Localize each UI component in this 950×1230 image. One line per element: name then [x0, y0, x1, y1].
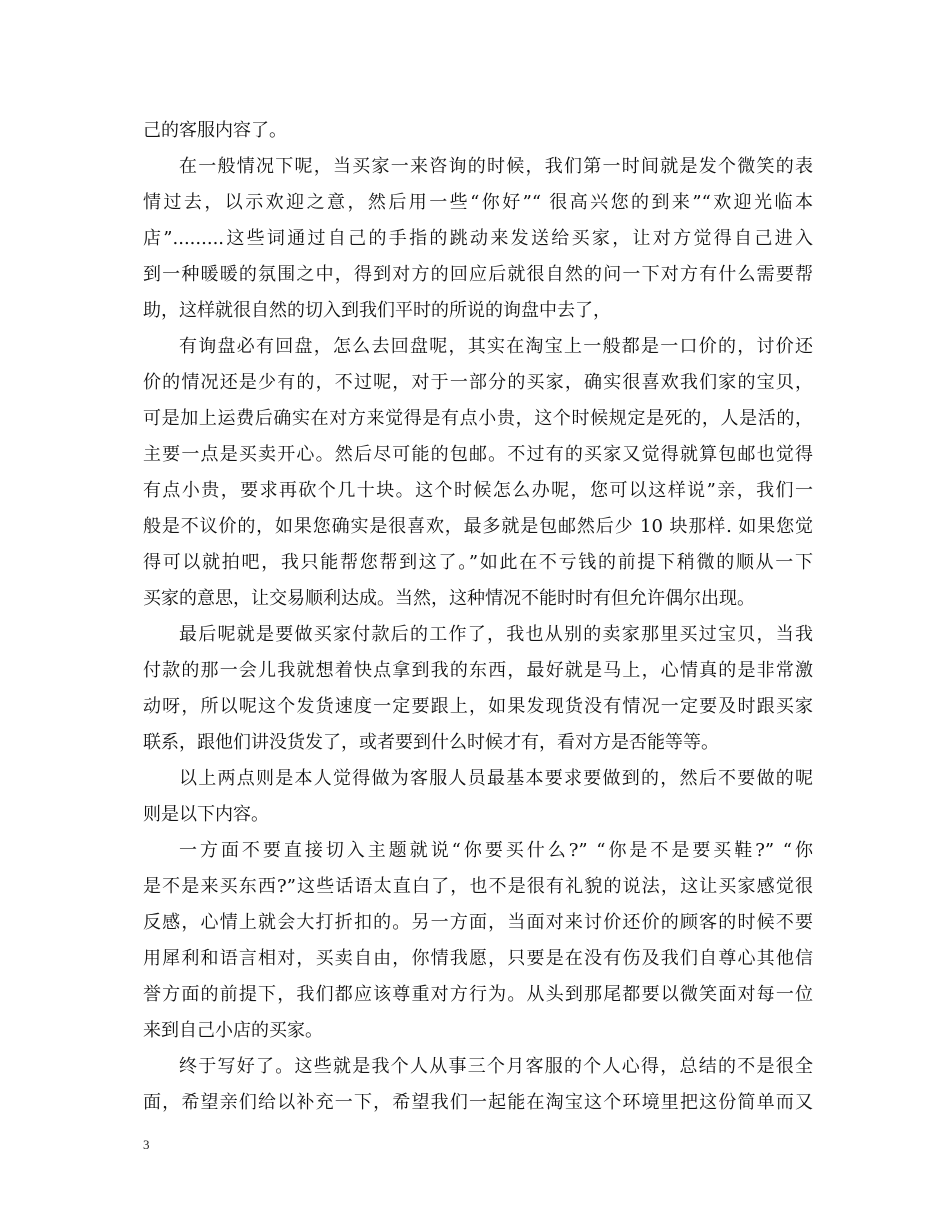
text-line: 般是不议价的，如果您确实是很喜欢，最多就是包邮然后少 10 块那样. 如果您觉: [143, 516, 813, 537]
text-line: 动呀，所以呢这个发货速度一定要跟上，如果发现货没有情况一定要及时跟买家: [143, 696, 813, 717]
text-line: 价的情况还是少有的，不过呢，对于一部分的买家，确实很喜欢我们家的宝贝，: [143, 372, 813, 393]
text-line: 用犀利和语言相对，买卖自由，你情我愿，只要是在没有伤及我们自尊心其他信: [143, 948, 813, 969]
text-line: 联系，跟他们讲没货发了，或者要到什么时候才有，看对方是否能等等。: [143, 732, 719, 753]
text-line: 以上两点则是本人觉得做为客服人员最基本要求要做到的，然后不要做的呢: [179, 768, 813, 789]
text-line: 终于写好了。这些就是我个人从事三个月客服的个人心得，总结的不是很全: [179, 1056, 813, 1077]
text-line: 有点小贵，要求再砍个几十块。这个时候怎么办呢，您可以这样说”亲，我们一: [143, 480, 813, 501]
text-line: 助，这样就很自然的切入到我们平时的所说的询盘中去了，: [143, 300, 611, 321]
text-line: 买家的意思，让交易顺利达成。当然，这种情况不能时时有但允许偶尔出现。: [143, 588, 755, 609]
text-line: 一方面不要直接切入主题就说“你要买什么?” “你是不是要买鞋?” “你: [179, 840, 813, 861]
page-number: 3: [143, 1137, 150, 1152]
text-line: 反感，心情上就会大打折扣的。另一方面，当面对来讨价还价的顾客的时候不要: [143, 912, 813, 933]
document-body: [143, 113, 813, 1121]
text-line: 最后呢就是要做买家付款后的工作了，我也从别的卖家那里买过宝贝，当我: [179, 624, 813, 645]
text-line: 可是加上运费后确实在对方来觉得是有点小贵，这个时候规定是死的，人是活的，: [143, 408, 813, 429]
text-line: 情过去，以示欢迎之意，然后用一些“你好”“ 很高兴您的到来”“欢迎光临本: [143, 192, 813, 213]
text-line: 誉方面的前提下，我们都应该尊重对方行为。从头到那尾都要以微笑面对每一位: [143, 984, 813, 1005]
text-line: 己的客服内容了。: [143, 120, 287, 141]
text-line: 得可以就拍吧，我只能帮您帮到这了。”如此在不亏钱的前提下稍微的顺从一下: [143, 552, 813, 573]
text-line: 则是以下内容。: [143, 804, 269, 825]
text-line: 是不是来买东西?”这些话语太直白了，也不是很有礼貌的说法，这让买家感觉很: [143, 876, 813, 897]
text-line: 到一种暖暖的氛围之中，得到对方的回应后就很自然的问一下对方有什么需要帮: [143, 264, 813, 285]
text-line: 在一般情况下呢，当买家一来咨询的时候，我们第一时间就是发个微笑的表: [179, 156, 813, 177]
text-line: 有询盘必有回盘，怎么去回盘呢，其实在淘宝上一般都是一口价的，讨价还: [179, 336, 813, 357]
text-line: 来到自己小店的买家。: [143, 1020, 323, 1041]
text-line: 面，希望亲们给以补充一下，希望我们一起能在淘宝这个环境里把这份简单而又: [143, 1092, 813, 1113]
text-line: 付款的那一会儿我就想着快点拿到我的东西，最好就是马上，心情真的是非常激: [143, 660, 813, 681]
text-line: 主要一点是买卖开心。然后尽可能的包邮。不过有的买家又觉得就算包邮也觉得: [143, 444, 813, 465]
text-line: 店”.........这些词通过自己的手指的跳动来发送给买家，让对方觉得自己进入: [143, 228, 813, 249]
